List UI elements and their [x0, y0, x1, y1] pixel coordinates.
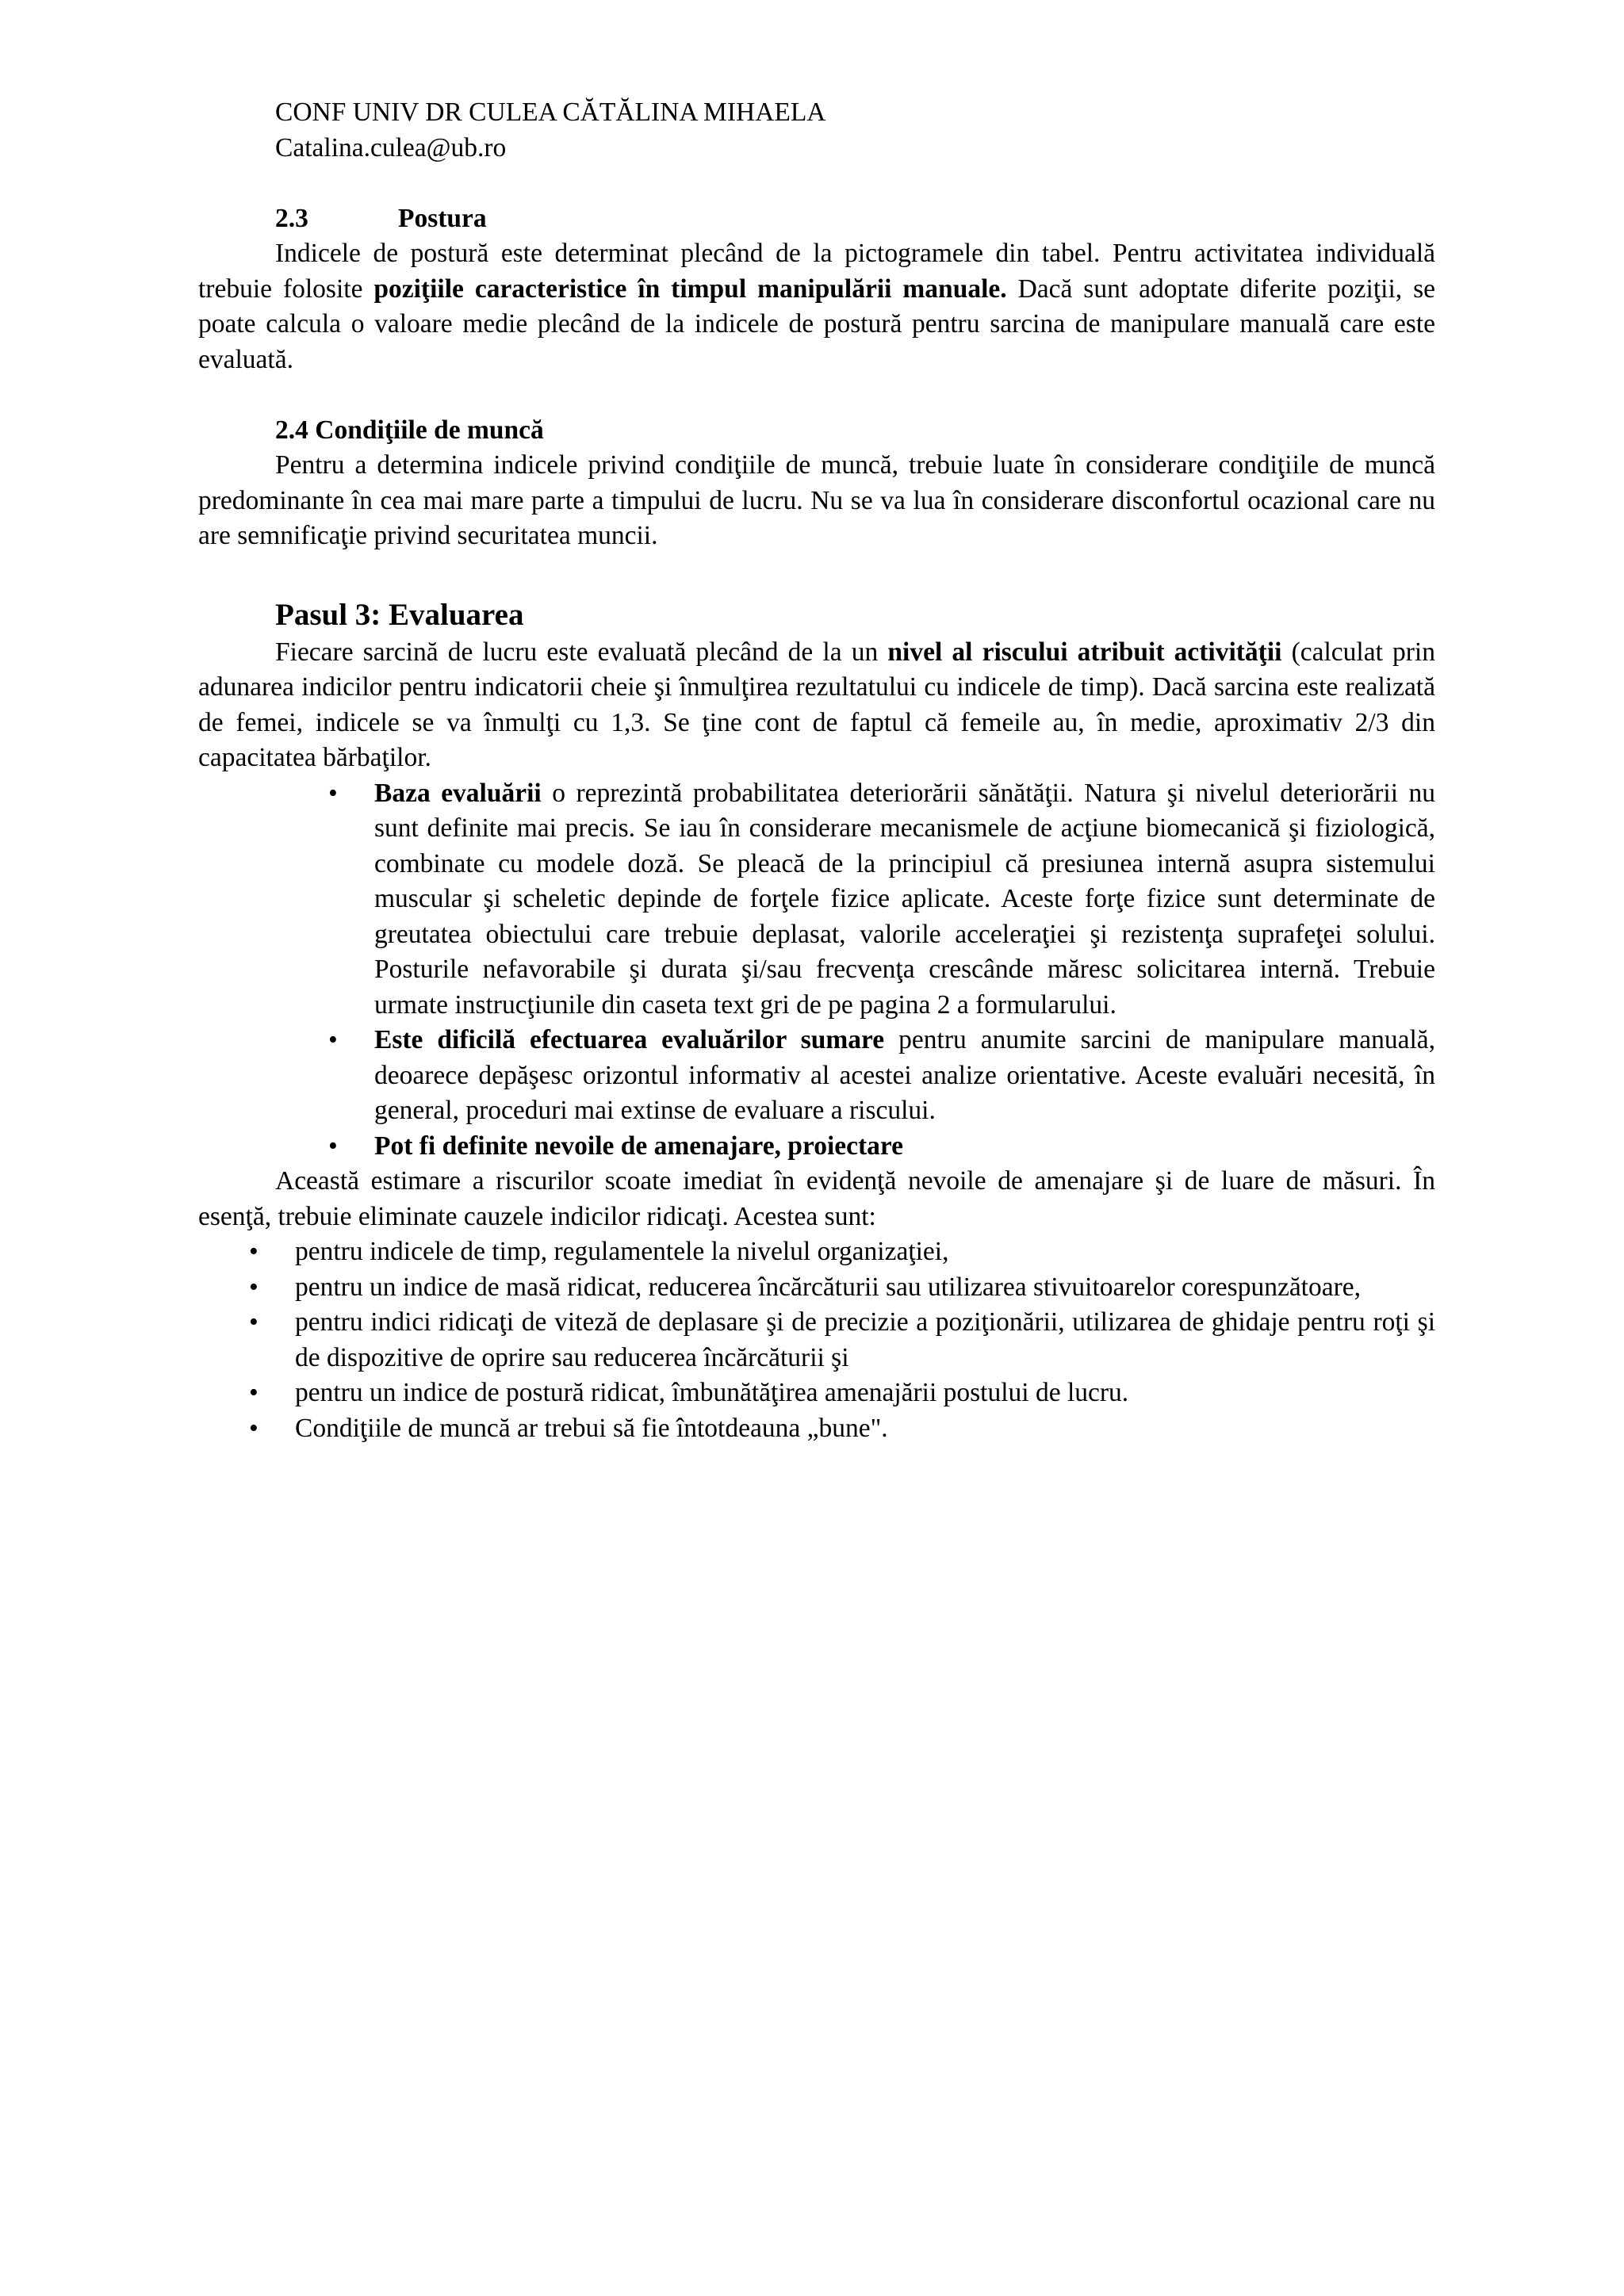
list-item — [249, 1376, 1435, 1411]
bold-run: poziţiile caracteristice în timpul manipulării manuale. — [373, 274, 1007, 304]
list-item-text: pentru un indice de masă ridicat, reducerea încărcăturii sau utilizarea stivuitoarelor corespunzătoare, — [295, 1272, 1362, 1302]
list-item — [249, 1270, 1435, 1306]
spacer — [198, 377, 1435, 413]
list-item — [328, 1023, 1436, 1129]
list-item-text: pentru un indice de postură ridicat, îmbunătăţirea amenajării postului de lucru. — [295, 1378, 1129, 1407]
bullet-icon: • — [249, 1307, 259, 1337]
bullet-icon: • — [249, 1378, 259, 1407]
author-line: CONF UNIV DR CULEA CĂTĂLINA MIHAELA — [275, 98, 826, 127]
section-2-3-paragraph — [198, 236, 1435, 377]
bullet-icon: • — [328, 1131, 338, 1161]
bullet-icon: • — [328, 1025, 338, 1054]
bold-run: Este dificilă efectuarea evaluărilor sumare — [374, 1025, 885, 1054]
page-content — [198, 95, 1435, 1446]
evaluation-bullet-list — [198, 776, 1435, 1165]
bold-run: Baza evaluării — [374, 778, 542, 808]
list-item-text: pentru indici ridicaţi de viteză de deplasare şi de precizie a poziţionării, utilizarea de ghidaje pentru roţi şi de dispozitive de oprire sau reducerea încărcăturii şi — [295, 1307, 1435, 1372]
list-item — [328, 1129, 1435, 1165]
text-run: Indicele de postură este determinat plecând de la pictogramele din tabel. Pentru activitatea individuală trebuie folosite — [198, 239, 1435, 304]
list-item-text: Condiţiile de muncă ar trebui să fie întotdeauna „bune". — [295, 1413, 888, 1443]
section-2-4-heading: 2.4 Condiţiile de muncă — [275, 415, 544, 445]
section-2-4-paragraph: Pentru a determina indicele privind condiţiile de muncă, trebuie luate în considerare condiţiile de muncă predominante în cea mai mare parte a timpului de lucru. Nu se va lua în considerare disconfortul ocazional care nu are semnificaţie privind securitatea muncii. — [198, 450, 1435, 550]
text-run: pentru anumite sarcini de manipulare manuală, deoarece depăşesc orizontul informativ al acestei analize orientative. Aceste evaluări necesită, în general, proceduri mai extinse de evaluare a riscului. — [374, 1025, 1436, 1125]
bold-run: Pot fi definite nevoile de amenajare, proiectare — [374, 1131, 904, 1161]
bullet-icon: • — [249, 1272, 259, 1302]
bullet-icon: • — [328, 778, 338, 808]
bullet-icon: • — [249, 1413, 259, 1443]
bullet-icon: • — [249, 1237, 259, 1266]
list-item — [249, 1305, 1435, 1376]
section-2-3-heading — [275, 201, 1435, 237]
spacer — [198, 166, 1435, 201]
section-2-3-title: Postura — [398, 203, 487, 233]
text-run: (calculat prin adunarea indicilor pentru indicatorii cheie şi înmulţirea rezultatului cu indicele de timp). Dacă sarcina este realizată de femei, indicele se va înmulţi cu 1,3. Se ţine cont de faptul că femeile au, în medie, aproximativ 2/3 din capacitatea bărbaţilor. — [198, 637, 1435, 772]
list-item — [249, 1234, 1435, 1270]
measures-paragraph: Această estimare a riscurilor scoate imediat în evidenţă nevoile de amenajare şi de luare de măsuri. În esenţă, trebuie eliminate cauzele indicilor ridicaţi. Acestea sunt: — [198, 1166, 1435, 1231]
step-3-heading: Pasul 3: Evaluarea — [275, 597, 524, 632]
list-item — [249, 1411, 1435, 1447]
measures-bullet-list — [198, 1234, 1435, 1446]
text-run: Dacă sunt adoptate diferite poziţii, se poate calcula o valoare medie plecând de la indicele de postură pentru sarcina de manipulare manuală care este evaluată. — [198, 274, 1435, 374]
text-run: o reprezintă probabilitatea deteriorării sănătăţii. Natura şi nivelul deteriorării nu sunt definite mai precis. Se iau în considerare mecanismele de acţiune biomecanică şi fiziologică, combinate cu modele doză. Se pleacă de la principiul că presiunea internă asupra sistemului muscular şi scheletic depinde de forţele fizice aplicate. Aceste forţe fizice sunt determinate de greutatea obiectului care trebuie deplasat, valorile acceleraţiei şi rezistenţa suprafeţei solului. Posturile nefavorabile şi durata şi/sau frecvenţa crescânde măresc solicitarea internă. Trebuie urmate instrucţiunile din caseta text gri de pe pagina 2 a formularului. — [374, 778, 1435, 1020]
list-item — [328, 776, 1435, 1024]
section-2-3-number: 2.3 — [275, 203, 308, 233]
bold-run: nivel al riscului atribuit activităţii — [887, 637, 1282, 667]
list-item-text: pentru indicele de timp, regulamentele la nivelul organizaţiei, — [295, 1237, 949, 1266]
step-3-paragraph — [198, 635, 1435, 776]
text-run: Fiecare sarcină de lucru este evaluată plecând de la un — [275, 637, 888, 667]
author-email: Catalina.culea@ub.ro — [275, 132, 507, 163]
